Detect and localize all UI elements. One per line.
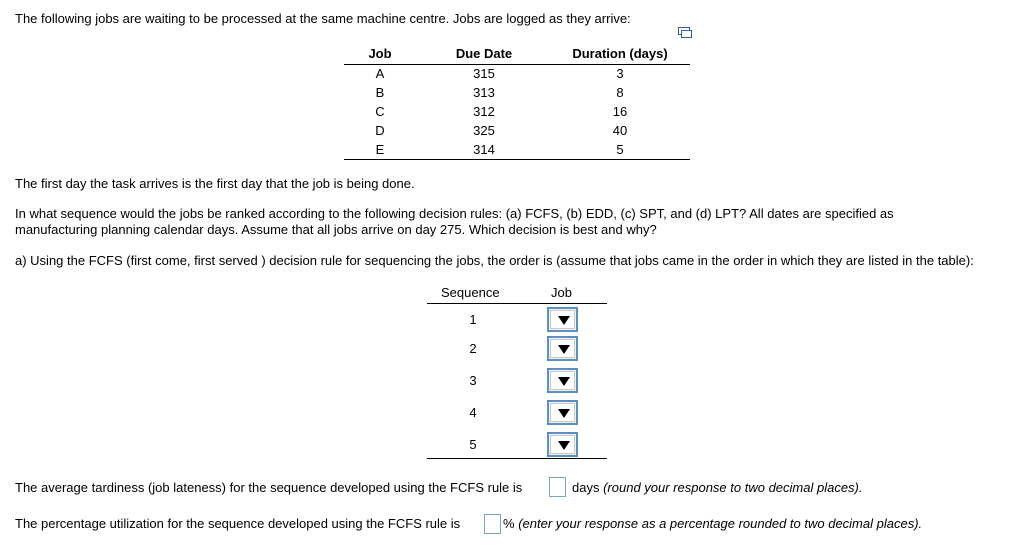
job-cell: E <box>375 142 385 157</box>
utilization-suffix: % <box>503 516 515 531</box>
sequence-number: 3 <box>469 373 477 388</box>
tardiness-input[interactable] <box>549 477 566 497</box>
job-dropdown-1[interactable] <box>547 307 578 332</box>
table-row <box>344 85 690 104</box>
header-due-date: Due Date <box>455 46 513 61</box>
sequence-number: 4 <box>469 405 477 420</box>
job-cell: A <box>375 66 385 81</box>
header-duration: Duration (days) <box>572 46 668 61</box>
job-cell: B <box>375 85 385 100</box>
sequence-number: 5 <box>469 437 477 452</box>
tardiness-prompt: The average tardiness (job lateness) for the sequence developed using the FCFS rule is <box>15 480 523 495</box>
jobs-table-header <box>344 43 690 65</box>
header-job: Job <box>368 46 392 61</box>
chevron-down-icon <box>558 441 570 450</box>
utilization-unit <box>503 516 922 532</box>
header-job: Job <box>551 285 572 300</box>
job-cell: D <box>375 123 385 138</box>
duration-cell: 40 <box>612 123 628 138</box>
duration-cell: 16 <box>612 104 628 119</box>
table-row <box>344 123 690 142</box>
utilization-input[interactable] <box>484 514 501 534</box>
duration-cell: 8 <box>616 85 624 100</box>
question-line-1: In what sequence would the jobs be ranked according to the following decision rules: (a) FCFS, (b) EDD, (c) SPT, and (d) LPT? All dates are specified as <box>15 206 894 221</box>
first-day-note: The first day the task arrives is the first day that the job is being done. <box>15 176 415 191</box>
due-date-cell: 312 <box>473 104 495 119</box>
sequence-table-header <box>427 284 607 304</box>
table-row <box>344 66 690 85</box>
table-bottom-rule <box>344 159 690 160</box>
due-date-cell: 325 <box>473 123 495 138</box>
sequence-number: 1 <box>469 312 477 327</box>
due-date-cell: 315 <box>473 66 495 81</box>
chevron-down-icon <box>558 345 570 354</box>
utilization-hint: (enter your response as a percentage rounded to two decimal places). <box>518 516 923 531</box>
copy-icon[interactable] <box>678 27 692 39</box>
sequence-table-bottom-rule <box>427 458 607 459</box>
job-dropdown-5[interactable] <box>547 432 578 457</box>
chevron-down-icon <box>558 409 570 418</box>
tardiness-suffix: days <box>572 480 600 495</box>
intro-text: The following jobs are waiting to be processed at the same machine centre. Jobs are logged as they arrive: <box>15 11 631 26</box>
job-dropdown-2[interactable] <box>547 336 578 361</box>
utilization-prompt: The percentage utilization for the sequence developed using the FCFS rule is <box>15 516 461 531</box>
due-date-cell: 313 <box>473 85 495 100</box>
tardiness-hint: (round your response to two decimal places). <box>603 480 863 495</box>
table-row <box>344 104 690 123</box>
part-a-prompt: a) Using the FCFS (first come, first served ) decision rule for sequencing the jobs, the order is (assume that jobs came in the order in which they are listed in the table): <box>15 253 974 268</box>
job-dropdown-4[interactable] <box>547 400 578 425</box>
sequence-number: 2 <box>469 341 477 356</box>
duration-cell: 5 <box>616 142 624 157</box>
job-cell: C <box>375 104 385 119</box>
chevron-down-icon <box>558 316 570 325</box>
job-dropdown-3[interactable] <box>547 368 578 393</box>
due-date-cell: 314 <box>473 142 495 157</box>
header-sequence: Sequence <box>441 285 500 300</box>
duration-cell: 3 <box>616 66 624 81</box>
chevron-down-icon <box>558 377 570 386</box>
question-line-2: manufacturing planning calendar days. Assume that all jobs arrive on day 275. Which decision is best and why? <box>15 222 657 237</box>
tardiness-unit <box>572 480 863 496</box>
